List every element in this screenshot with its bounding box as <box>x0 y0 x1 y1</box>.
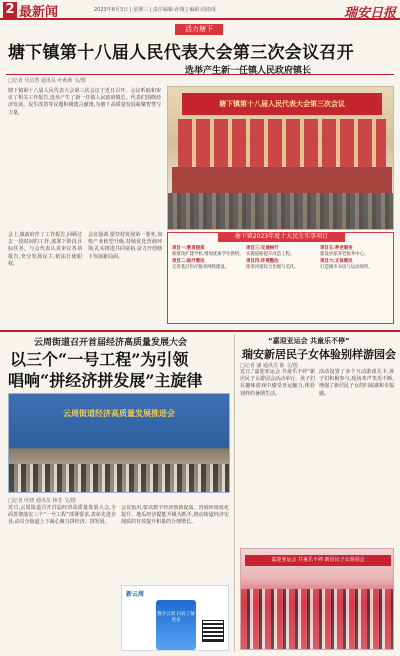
right-story-headline[interactable]: 瑞安新居民子女体验别样游园会 <box>242 348 396 361</box>
project-desc: 新建改扩建学校,增加优质学位供给。 <box>172 252 244 258</box>
project-title: 项目一:教育提质 <box>172 246 205 251</box>
project-desc: 推进河道综合治理与美化。 <box>246 265 299 271</box>
right-story-body: 近日,“嘉迎亚运会 共童乐不停”新居民子女游园会活动举行。孩子们在趣味游戏中感受亚运魅力,体验别样的暑期生活。 <box>240 369 316 397</box>
lead-intro: 塘下镇第十八届人民代表大会第三次会议于近日召开。会议听取和审议了相关工作报告,选举产生了新一任镇人民政府镇长。代表们围绕经济发展、民生改善等议题积极建言献策,为塘下高质量发展凝聚智慧与力量。 <box>8 88 161 116</box>
right-photo-banner: 嘉迎亚运会 共童乐不停 新居民子女游园会 <box>245 555 391 566</box>
lead-byline: □记者 吴昌慧 通讯员 叶莉莉 文/图 <box>8 78 86 84</box>
box-column-1 <box>172 246 244 272</box>
qr-code-icon[interactable] <box>202 620 224 642</box>
right-story-byline: □记者 潘 通讯员 陈 文/图 <box>240 363 298 369</box>
promo-tag: 新云周 <box>126 591 145 598</box>
project-desc: 实施道路提升改造工程。 <box>246 252 295 258</box>
left-story-headline-1[interactable]: 以三个“一号工程”为引领 <box>10 350 189 369</box>
livelihood-projects-box <box>167 232 394 324</box>
section-title: 最新闻 <box>19 5 59 20</box>
lead-body-col-a: 会上,镇政府作了工作报告,回顾过去一段时间的工作,部署下阶段目标任务。与会代表认真审议各项报告,充分发扬民主,依法行使职权。 <box>8 232 82 267</box>
lead-photo[interactable] <box>167 86 394 230</box>
project-desc: 建设居家养老服务中心。 <box>320 252 369 258</box>
box-column-2 <box>246 246 318 272</box>
left-story-body-b: 会议指出,要以数字经济创新提质、营商环境优化提升、地瓜经济提能升级为抓手,推动街道经济实现质的有效提升和量的合理增长。 <box>121 505 229 526</box>
left-story-headline-2[interactable]: 唱响“拼经济拼发展”主旋律 <box>8 371 203 390</box>
box-title: 塘下镇2023年度十大民生实事项目 <box>218 232 345 242</box>
lead-kicker: 活力塘下 <box>175 24 223 35</box>
presidium-dais <box>172 167 392 193</box>
right-story-photo[interactable] <box>240 548 394 650</box>
column-rule <box>234 334 235 652</box>
right-story-body-b: 活动设置了多个互动游戏关卡,孩子们积极参与,现场欢声笑语不断,增强了新居民子女的归属感和幸福感。 <box>319 369 395 397</box>
app-promo[interactable] <box>121 585 229 651</box>
newspaper-logo: 瑞安日报 <box>343 6 396 21</box>
box-column-3 <box>320 246 392 272</box>
left-story-kicker: 云周街道召开首届经济高质量发展大会 <box>34 338 188 348</box>
promo-phone-text: 数字云周 扫码了解更多 <box>157 612 195 623</box>
project-title: 项目六:文体惠民 <box>320 258 353 264</box>
masthead <box>0 0 400 20</box>
right-story-kicker: “嘉迎亚运会 共童乐不停” <box>268 337 350 345</box>
lead-subhead: 选举产生新一任镇人民政府镇长 <box>185 66 312 76</box>
project-title: 项目五:养老服务 <box>320 246 353 251</box>
left-photo-banner: 云周街道经济高质量发展推进会 <box>63 409 175 418</box>
issue-meta: 2023年8月3日 | 星期三 | 责任编辑:孙翔 | 编辑:周雨成 <box>94 7 217 13</box>
lead-headline[interactable]: 塘下镇第十八届人民代表大会第三次会议召开 <box>8 43 354 63</box>
left-story-photo[interactable] <box>8 393 230 493</box>
left-story-byline: □记者 叶晓 通讯员 林芳 文/图 <box>8 498 76 504</box>
phone-icon <box>156 600 196 650</box>
project-title: 项目三:交通畅行 <box>246 246 279 251</box>
audience-rows <box>168 193 394 230</box>
left-photo-crowd <box>9 464 230 493</box>
left-story-body: 近日,云周街道召开首届经济高质量发展大会,全面贯彻落实三个“一号工程”部署要求,表彰先进企业,动员全街道上下凝心聚力拼经济、拼发展。 <box>8 505 116 526</box>
project-desc: 打造城市书房与运动场所。 <box>320 265 373 271</box>
flags-decoration <box>178 119 386 167</box>
lead-body-col-b: 会议强调,要坚持发展第一要务,加快产业转型升级,持续优化营商环境,扎实推进共同富裕,奋力开创塘下发展新局面。 <box>88 232 162 260</box>
lead-photo-banner: 塘下镇第十八届人民代表大会第三次会议 <box>182 93 382 115</box>
page-number: 2 <box>3 2 17 18</box>
section-divider <box>0 330 400 332</box>
project-desc: 完善基层医疗服务网络建设。 <box>172 265 230 271</box>
project-title: 项目二:医疗惠民 <box>172 258 205 264</box>
project-title: 项目四:环境整治 <box>246 258 279 264</box>
right-photo-crowd <box>241 589 394 650</box>
